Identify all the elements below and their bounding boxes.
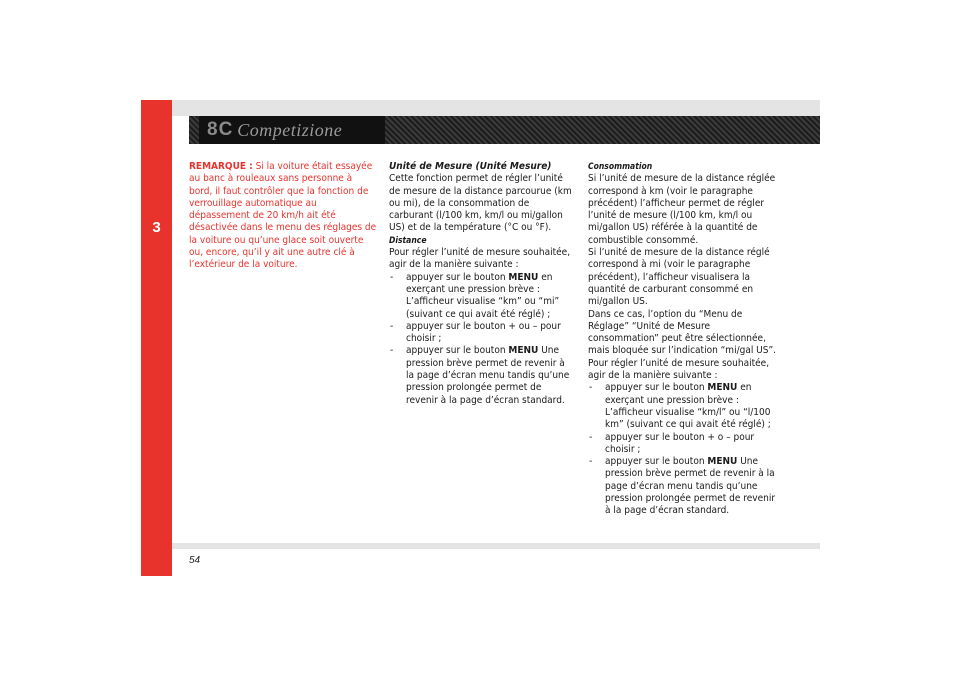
- distance-paragraph: Pour régler l’unité de mesure souhaitée, agir de la manière suivante :: [389, 247, 571, 271]
- chapter-number: 3: [152, 219, 161, 236]
- chapter-tab: [141, 100, 172, 576]
- top-band: [172, 100, 820, 116]
- section-heading: Unité de Mesure (Unité Mesure): [389, 161, 552, 172]
- note-paragraph: [189, 161, 377, 272]
- distance-steps: [389, 272, 575, 407]
- consumption-steps: [588, 382, 778, 517]
- note-label: REMARQUE :: [189, 161, 253, 172]
- brand-logo: [199, 116, 385, 144]
- list-item: - appuyer sur le bouton + o – pour choisir ;: [588, 432, 778, 457]
- column-consumption: [588, 161, 778, 518]
- list-item: - appuyer sur le bouton MENU en exerçant une pression brève : L’afficheur visualise “km” ou “mi” (suivant ce qui avait été réglé) ;: [389, 272, 575, 321]
- logo-wordmark: Competizione: [237, 119, 343, 140]
- list-item: - appuyer sur le bouton MENU Une pression brève permet de revenir à la page d’écran menu tandis qu’une pression prolongée permet de revenir à la page d’écran standard.: [389, 345, 575, 406]
- list-item: - appuyer sur le bouton + ou – pour choisir ;: [389, 321, 575, 346]
- consumption-paragraph-1: Si l’unité de mesure de la distance réglée correspond à km (voir le paragraphe précédent) l’afficheur permet de régler l’unité de mesure (l/100 km, km/l ou mi/gallon US) référée à la quantité de combustible consommé.: [588, 173, 776, 246]
- intro-paragraph: Cette fonction permet de régler l’unité de mesure de la distance parcourue (km ou mi), de la consommation de carburant (l/100 km, km/l ou mi/gallon US) et de la température (°C ou °F).: [389, 173, 572, 234]
- note-text: Si la voiture était essayée au banc à rouleaux sans personne à bord, il faut contrôler que la fonction de verrouillage automatique au dépassement de 20 km/h ait été désactivée dans le menu des réglages de la voiture ou qu’une glace soit ouverte ou, encore, qu’il y ait une autre clé à l’extérieur de la voiture.: [189, 161, 377, 271]
- consumption-paragraph-3: Dans ce cas, l’option du “Menu de Réglage” “Unité de Mesure consommation” peut être sélectionnée, mais bloquée sur l’indication “mi/gal US”. Pour régler l’unité de mesure souhaitée, agir de la manière suivante :: [588, 308, 776, 382]
- logo-8c: 8C: [207, 119, 234, 140]
- list-item: - appuyer sur le bouton MENU Une pression brève permet de revenir à la page d’écran menu tandis qu’une pression prolongée permet de revenir à la page d’écran standard.: [588, 456, 778, 517]
- consumption-subheading: Consommation: [588, 162, 653, 172]
- distance-subheading: Distance: [389, 235, 427, 246]
- column-distance: [389, 161, 575, 407]
- list-item: - appuyer sur le bouton MENU en exerçant une pression brève : L’afficheur visualise “km/l” ou “l/100 km” (suivant ce qui avait été réglé) ;: [588, 382, 778, 431]
- column-note: [189, 161, 377, 272]
- page-number: 54: [189, 555, 201, 566]
- consumption-paragraph-2: Si l’unité de mesure de la distance réglé correspond à mi (voir le paragraphe précédent), l’afficheur visualisera la quantité de carburant consommé en mi/gallon US.: [588, 247, 770, 308]
- bottom-band: [172, 543, 820, 549]
